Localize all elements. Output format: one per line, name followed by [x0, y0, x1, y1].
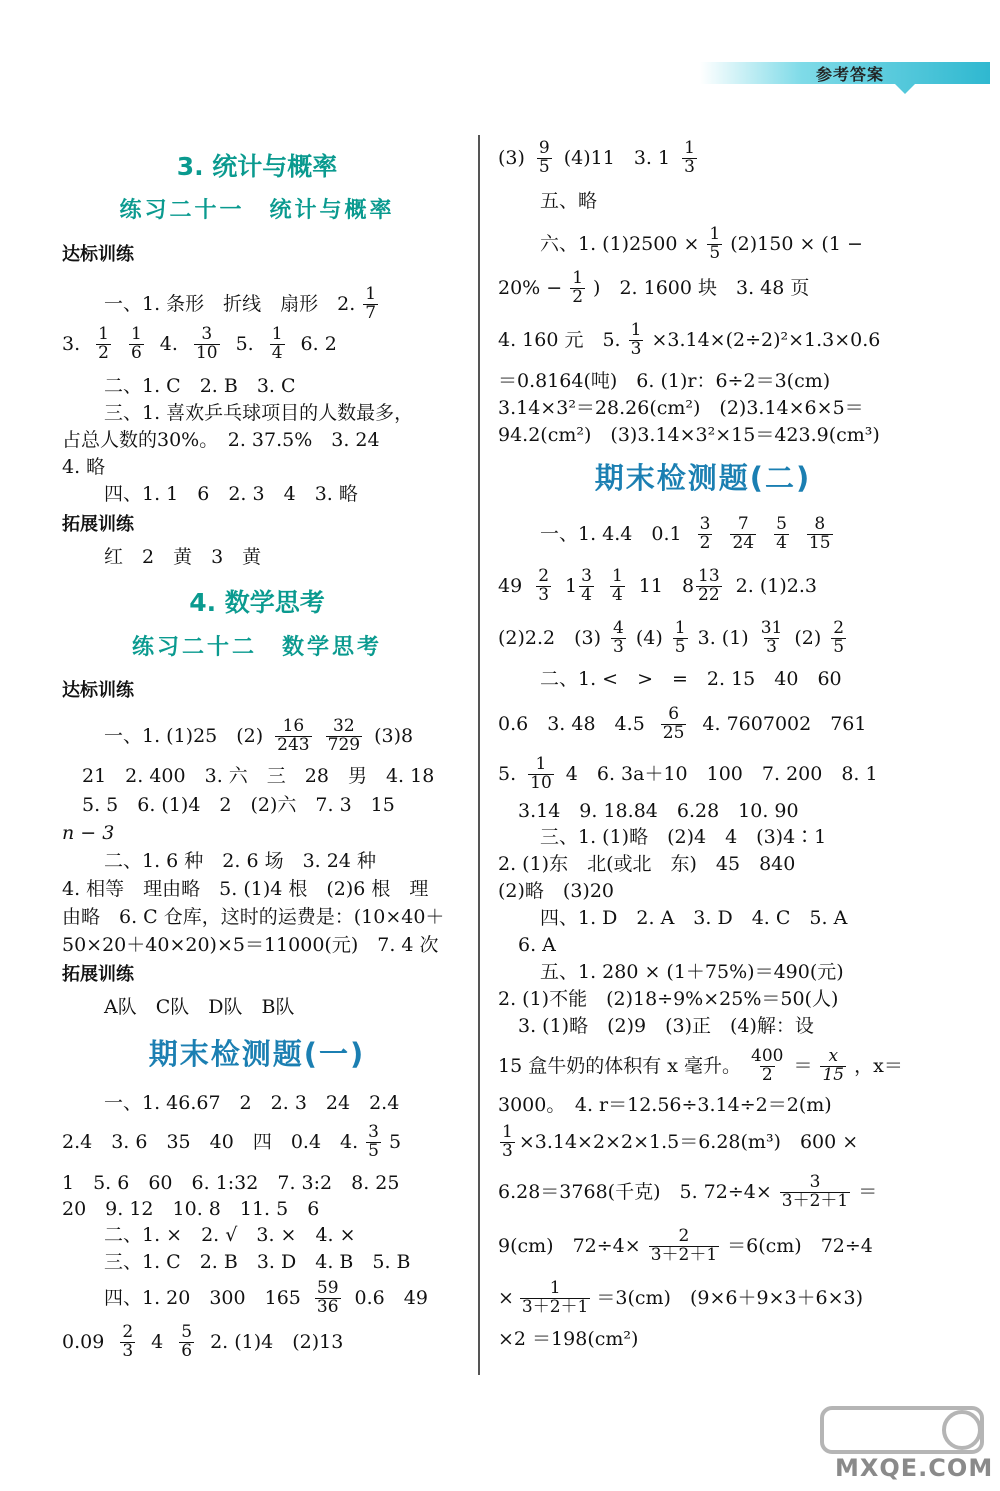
- answer-line: 4. 相等 理由略 5. (1)4 根 (2)6 根 理: [62, 878, 429, 900]
- answer-line: 三、1. 喜欢乒乓球项目的人数最多，: [104, 402, 414, 424]
- answer-line: [62, 286, 380, 323]
- answer-text: ＝3(cm) (9×6＋9×3＋6×3): [596, 1286, 864, 1309]
- denominator: 22: [698, 584, 720, 605]
- fraction: [730, 516, 756, 553]
- answer-text: 20% −: [498, 276, 563, 299]
- answer-text: 9(cm) 72÷4×: [498, 1234, 641, 1257]
- denominator: 3＋2＋1: [781, 1190, 849, 1211]
- fraction: [120, 1324, 135, 1361]
- answer-text: (2): [794, 626, 822, 649]
- answer-text: ) 2. 1600 块 3. 48 页: [593, 276, 810, 299]
- fraction: [610, 568, 625, 605]
- answer-line: 五、略: [540, 190, 598, 212]
- answer-text: ×: [498, 1286, 514, 1309]
- numerator: 59: [316, 1278, 339, 1298]
- answer-text: 一、1. 条形 折线 扇形 2.: [104, 292, 356, 315]
- denominator: 5: [833, 636, 845, 657]
- numerator: 3: [201, 324, 213, 344]
- answer-text: (2)2.2 (3): [498, 626, 602, 649]
- numerator: 1: [535, 754, 547, 774]
- fraction: [179, 1324, 194, 1361]
- answer-text: ×3.14×(2÷2)²×1.3×0.6: [651, 328, 881, 351]
- answer-line: 2. (1)东 北(或北 东) 45 840: [498, 853, 796, 875]
- answer-text: 0.09: [62, 1330, 105, 1353]
- answer-line: 三、1. C 2. B 3. D 4. B 5. B: [104, 1251, 411, 1273]
- answer-line: 占总人数的30%。 2. 37.5% 3. 24: [62, 429, 380, 451]
- fraction: [129, 326, 144, 363]
- fraction: [500, 1124, 515, 1161]
- answer-line: [62, 326, 337, 363]
- fraction: [696, 568, 722, 605]
- answer-line: 五、1. 280 × (1＋75%)＝490(元): [540, 961, 844, 983]
- answer-line: 二、1. 6 种 2. 6 场 3. 24 种: [104, 850, 376, 872]
- answer-line: [498, 1048, 903, 1085]
- header-label: 参考答案: [816, 65, 885, 84]
- answer-line: [498, 270, 809, 307]
- denominator: 5: [538, 156, 550, 177]
- denominator: 2: [98, 342, 109, 363]
- numerator: 7: [737, 514, 749, 534]
- answer-line: [498, 568, 817, 605]
- answer-line: (2)略 (3)20: [498, 880, 615, 902]
- fraction: [363, 286, 378, 323]
- answer-line: 20 9. 12 10. 8 11. 5 6: [62, 1198, 320, 1220]
- answer-text: 2. (1)2.3: [735, 574, 817, 597]
- answer-text: 一、1. 4.4 0.1: [540, 522, 682, 545]
- answer-text: 5.: [498, 762, 517, 785]
- answer-line: 94.2(cm²) (3)3.14×3²×15＝423.9(cm³): [498, 424, 880, 446]
- denominator: 25: [662, 722, 685, 743]
- answer-line: 5. 5 6. (1)4 2 (2)六 7. 3 15: [82, 794, 395, 816]
- answer-line: 4. 略: [62, 456, 106, 478]
- fraction: [520, 1280, 590, 1317]
- answer-text: 4. 160 元 5.: [498, 328, 621, 351]
- answer-line: ＝0.8164(吨) 6. (1)r：6÷2＝3(cm): [498, 370, 831, 392]
- denominator: 3: [538, 584, 550, 605]
- label-dabiao: 达标训练: [62, 244, 134, 265]
- fraction: [749, 1048, 785, 1085]
- exam-title: 期末检测题(一): [148, 1037, 366, 1071]
- numerator: 1: [709, 224, 721, 244]
- fraction: [820, 1048, 846, 1085]
- label-tuozhan: 拓展训练: [62, 514, 134, 535]
- fraction: [649, 1228, 719, 1265]
- denominator: 2: [572, 286, 584, 307]
- answer-text: 六、1. (1)2500 ×: [540, 232, 700, 255]
- denominator: 5: [709, 242, 721, 263]
- numerator: 1: [630, 320, 642, 340]
- exercise-title: 练习二十二 数学思考: [131, 635, 382, 660]
- denominator: 3: [613, 636, 624, 657]
- numerator: 2: [122, 1322, 134, 1342]
- answer-text: 四、1. 20 300 165: [104, 1286, 301, 1309]
- denominator: 4: [611, 584, 623, 605]
- numerator: x: [828, 1046, 839, 1066]
- answer-text: 6. 2: [300, 332, 337, 355]
- numerator: 8: [814, 514, 826, 534]
- answer-line: 二、1. C 2. B 3. C: [104, 375, 296, 397]
- fraction: [194, 326, 220, 363]
- answer-line: 6. A: [518, 934, 556, 956]
- denominator: 3: [684, 156, 695, 177]
- numerator: 16: [282, 716, 305, 736]
- fraction: [707, 226, 722, 263]
- exercise-title: 练习二十一 统计与概率: [119, 198, 395, 223]
- fraction: [673, 620, 688, 657]
- answer-text: 5.: [235, 332, 254, 355]
- answer-line: [498, 1174, 877, 1211]
- answer-line: 21 2. 400 3. 六 三 28 男 4. 18: [82, 765, 435, 787]
- answer-text: (3)8: [374, 724, 414, 747]
- denominator: 5: [368, 1140, 379, 1161]
- denominator: 2: [699, 532, 711, 553]
- fraction: [698, 516, 713, 553]
- numerator: 5: [181, 1322, 193, 1342]
- numerator: 1: [611, 566, 623, 586]
- fraction: [528, 756, 554, 793]
- answer-line: 三、1. (1)略 (2)4 4 (3)4∶1: [540, 826, 827, 848]
- answer-text: 3.: [62, 332, 81, 355]
- answer-line: [498, 1280, 863, 1317]
- numerator: 3: [368, 1122, 379, 1142]
- answer-text: 0.6 3. 48 4.5: [498, 712, 645, 735]
- denominator: 36: [316, 1296, 339, 1317]
- numerator: 2: [678, 1226, 690, 1246]
- numerator: 400: [751, 1046, 784, 1066]
- answer-text: ＝: [793, 1054, 813, 1077]
- denominator: 10: [195, 342, 218, 363]
- denominator: 3: [502, 1140, 513, 1161]
- answer-line: n − 3: [62, 822, 115, 844]
- answer-text: 11 8: [638, 574, 695, 597]
- fraction: [536, 568, 551, 605]
- denominator: 2: [761, 1064, 773, 1085]
- label-tuozhan: 拓展训练: [62, 964, 134, 985]
- answer-line: 3000。 4. r＝12.56÷3.14÷2＝2(m): [498, 1094, 832, 1116]
- answer-text: 1: [565, 574, 578, 597]
- denominator: 3: [630, 338, 642, 359]
- answer-text: (2)150 × (1 −: [730, 232, 863, 255]
- answer-text: (3): [498, 146, 525, 169]
- answer-line: [62, 1280, 428, 1317]
- answer-line: 红 2 黄 3 黄: [104, 546, 262, 568]
- numerator: 5: [776, 514, 787, 534]
- answer-text: 0.6 49: [354, 1286, 428, 1309]
- answer-line: 1 5. 6 60 6. 1:32 7. 3:2 8. 25: [62, 1172, 400, 1194]
- numerator: 31: [760, 618, 783, 638]
- denominator: 6: [181, 1340, 193, 1361]
- answer-line: [498, 226, 863, 263]
- denominator: 3: [766, 636, 777, 657]
- denominator: 243: [277, 734, 310, 755]
- exam-title: 期末检测题(二): [594, 461, 812, 495]
- fraction: [807, 516, 833, 553]
- answer-line: [498, 756, 878, 793]
- answer-text: 5: [389, 1130, 402, 1153]
- denominator: 3＋2＋1: [521, 1296, 589, 1317]
- fraction: [315, 1280, 341, 1317]
- answer-line: [498, 140, 699, 177]
- numerator: 4: [613, 618, 624, 638]
- answer-line: 四、1. D 2. A 3. D 4. C 5. A: [540, 907, 848, 929]
- fraction: [682, 140, 697, 177]
- fraction: [537, 140, 552, 177]
- answer-text: 6.28＝3768(千克) 5. 72÷4×: [498, 1180, 772, 1203]
- answer-line: 50×20＋40×20)×5＝11000(元) 7. 4 次: [62, 934, 439, 956]
- fraction: [759, 620, 785, 657]
- answer-line: 二、1. × 2. √ 3. × 4. ×: [104, 1224, 356, 1246]
- numerator: 1: [130, 324, 142, 344]
- numerator: 1: [549, 1278, 561, 1298]
- answer-text: 4. 7607002 761: [702, 712, 867, 735]
- numerator: 2: [833, 618, 845, 638]
- fraction: [326, 718, 362, 755]
- answer-text: ×3.14×2×2×1.5＝6.28(m³) 600 ×: [518, 1130, 859, 1153]
- fraction: [774, 516, 789, 553]
- numerator: 1: [271, 324, 283, 344]
- denominator: 3＋2＋1: [650, 1244, 718, 1265]
- fraction: [661, 706, 687, 743]
- answer-line: [498, 620, 848, 657]
- numerator: 3: [699, 514, 711, 534]
- answer-text: 3. (1): [697, 626, 749, 649]
- fraction: [366, 1124, 381, 1161]
- denominator: 15: [822, 1064, 845, 1085]
- answer-line: [498, 322, 880, 359]
- numerator: 3: [581, 566, 592, 586]
- section-title: 4. 数学思考: [189, 588, 325, 617]
- numerator: 1: [365, 284, 377, 304]
- fraction: [96, 326, 111, 363]
- denominator: 729: [327, 734, 361, 755]
- denominator: 5: [674, 636, 686, 657]
- answer-text: 15 盒牛奶的体积有 x 毫升。: [498, 1054, 742, 1077]
- answer-line: A队 C队 D队 B队: [104, 996, 295, 1018]
- numerator: 1: [684, 138, 695, 158]
- fraction: [831, 620, 846, 657]
- denominator: 10: [530, 772, 552, 793]
- answer-text: 4.: [159, 332, 178, 355]
- watermark-text: MXQE.COM: [835, 1454, 994, 1482]
- numerator: 1: [572, 268, 584, 288]
- numerator: 1: [674, 618, 686, 638]
- fraction: [579, 568, 594, 605]
- answer-text: 4: [151, 1330, 164, 1353]
- numerator: 32: [333, 716, 355, 736]
- answer-line: 2. (1)不能 (2)18÷9%×25%＝50(人): [498, 988, 839, 1010]
- fraction: [780, 1174, 850, 1211]
- answer-text: 2. (1)4 (2)13: [210, 1330, 344, 1353]
- answer-text: ＝6(cm) 72÷4: [727, 1234, 873, 1257]
- denominator: 4: [581, 584, 592, 605]
- answer-line: [498, 1124, 858, 1161]
- answer-line: 二、1. < > = 2. 15 40 60: [540, 668, 842, 690]
- numerator: 6: [668, 704, 680, 724]
- answer-line: 3. (1)略 (2)9 (3)正 (4)解：设: [518, 1015, 814, 1037]
- denominator: 7: [365, 302, 377, 323]
- numerator: 9: [538, 138, 550, 158]
- denominator: 6: [130, 342, 142, 363]
- answer-line: [498, 516, 835, 553]
- numerator: 13: [698, 566, 720, 586]
- answer-line: 一、1. 46.67 2 2. 3 24 2.4: [104, 1092, 400, 1114]
- answer-text: (4)11 3. 1: [563, 146, 671, 169]
- fraction: [275, 718, 311, 755]
- answer-line: 3.14×3²＝28.26(cm²) (2)3.14×6×5＝: [498, 397, 864, 419]
- fraction: [611, 620, 626, 657]
- answer-line: 由略 6. C 仓库，这时的运费是：(10×40＋: [62, 906, 445, 928]
- answer-line: 3.14 9. 18.84 6.28 10. 90: [518, 800, 799, 822]
- answer-text: 49: [498, 574, 523, 597]
- answer-line: [62, 1124, 401, 1161]
- answer-text: 2.4 3. 6 35 40 四 0.4 4.: [62, 1130, 359, 1153]
- answer-line: [62, 1324, 343, 1361]
- answer-line: ×2 ＝198(cm²): [498, 1328, 639, 1350]
- label-dabiao: 达标训练: [62, 680, 134, 701]
- answer-text: 4 6. 3a＋10 100 7. 200 8. 1: [565, 762, 878, 785]
- denominator: 4: [271, 342, 283, 363]
- denominator: 4: [776, 532, 787, 553]
- answer-text: 一、1. (1)25 (2): [104, 724, 264, 747]
- answer-text: ＝: [858, 1180, 878, 1203]
- numerator: 1: [98, 324, 109, 344]
- answer-line: 四、1. 1 6 2. 3 4 3. 略: [104, 483, 358, 505]
- numerator: 3: [809, 1172, 821, 1192]
- fraction: [570, 270, 585, 307]
- numerator: 2: [538, 566, 550, 586]
- column-divider: [478, 135, 480, 1375]
- denominator: 15: [808, 532, 831, 553]
- answer-line: [498, 1228, 873, 1265]
- answer-line: [62, 718, 413, 755]
- answer-text: ，x＝: [854, 1054, 903, 1077]
- section-title: 3. 统计与概率: [176, 152, 338, 181]
- numerator: 1: [502, 1122, 513, 1142]
- answer-text: (4): [635, 626, 663, 649]
- fraction: [270, 326, 285, 363]
- denominator: 24: [732, 532, 755, 553]
- fraction: [629, 322, 644, 359]
- denominator: 3: [122, 1340, 134, 1361]
- answer-line: [498, 706, 866, 743]
